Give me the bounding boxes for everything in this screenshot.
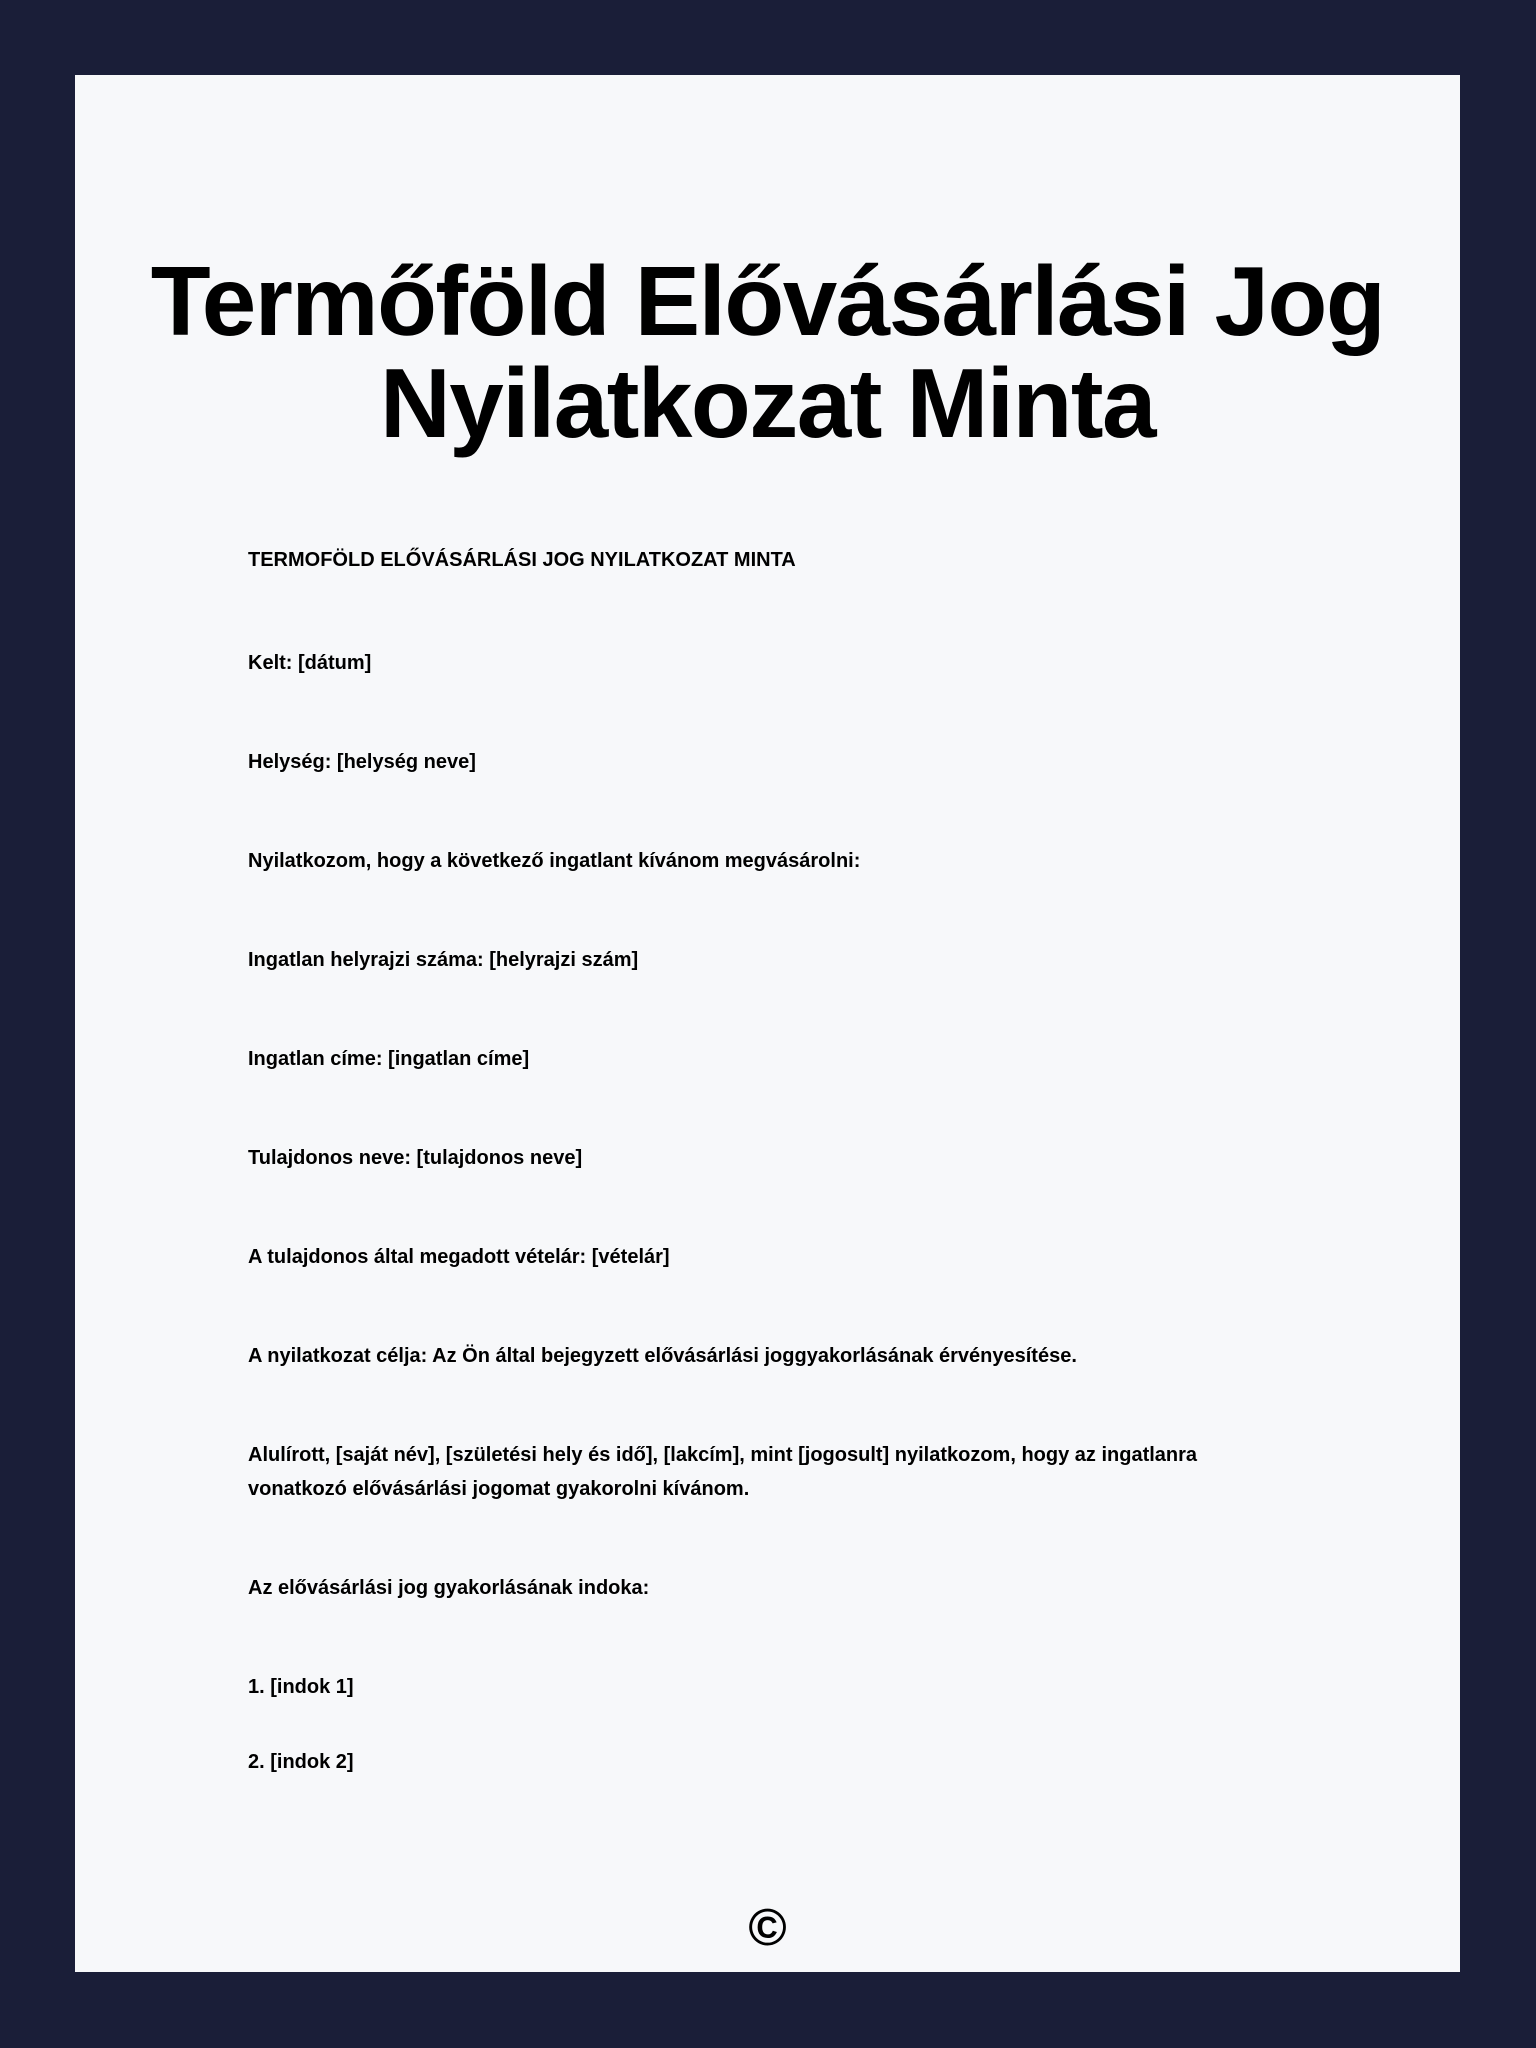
paragraph-nyilatkozat-celja: A nyilatkozat célja: Az Ön által bejegyzett elővásárlási joggyakorlásának érvényesítése. [248,1345,1077,1367]
paragraph-ingatlan-cime: Ingatlan címe: [ingatlan címe] [248,1048,530,1070]
paragraph-helyseg: Helység: [helység neve] [248,751,476,773]
paragraph-alulirott: Alulírott, [saját név], [születési hely és idő], [lakcím], mint [jogosult] nyilatkozom, hogy az ingatlanra vonatkozó elővásárlási jogomat gyakorolni kívánom. [248,1444,1198,1500]
page-title [75,75,1460,458]
page-title-line-1: Termőföld Elővásárlási Jog [150,246,1385,356]
copyright-symbol: © [748,1899,787,1957]
paragraph-nyilatkozom: Nyilatkozom, hogy a következő ingatlant kívánom megvásárolni: [248,850,861,872]
document-page [75,75,1460,1972]
page-title-line-2: Nyilatkozat Minta [380,348,1155,458]
list-item-indok-1: 1. [indok 1] [248,1676,354,1698]
paragraph-kelt: Kelt: [dátum] [248,652,372,674]
paragraph-helyrajzi-szam: Ingatlan helyrajzi száma: [helyrajzi szám] [248,949,639,971]
paragraph-indoka: Az elővásárlási jog gyakorlásának indoka: [248,1577,650,1599]
paragraph-vetelar: A tulajdonos által megadott vételár: [vételár] [248,1246,670,1268]
document-footer [248,1899,1287,1957]
document-body [75,543,1460,1957]
list-item-indok-2: 2. [indok 2] [248,1751,354,1773]
document-heading: TERMOFÖLD ELŐVÁSÁRLÁSI JOG NYILATKOZAT MINTA [248,549,796,571]
paragraph-tulajdonos-neve: Tulajdonos neve: [tulajdonos neve] [248,1147,583,1169]
